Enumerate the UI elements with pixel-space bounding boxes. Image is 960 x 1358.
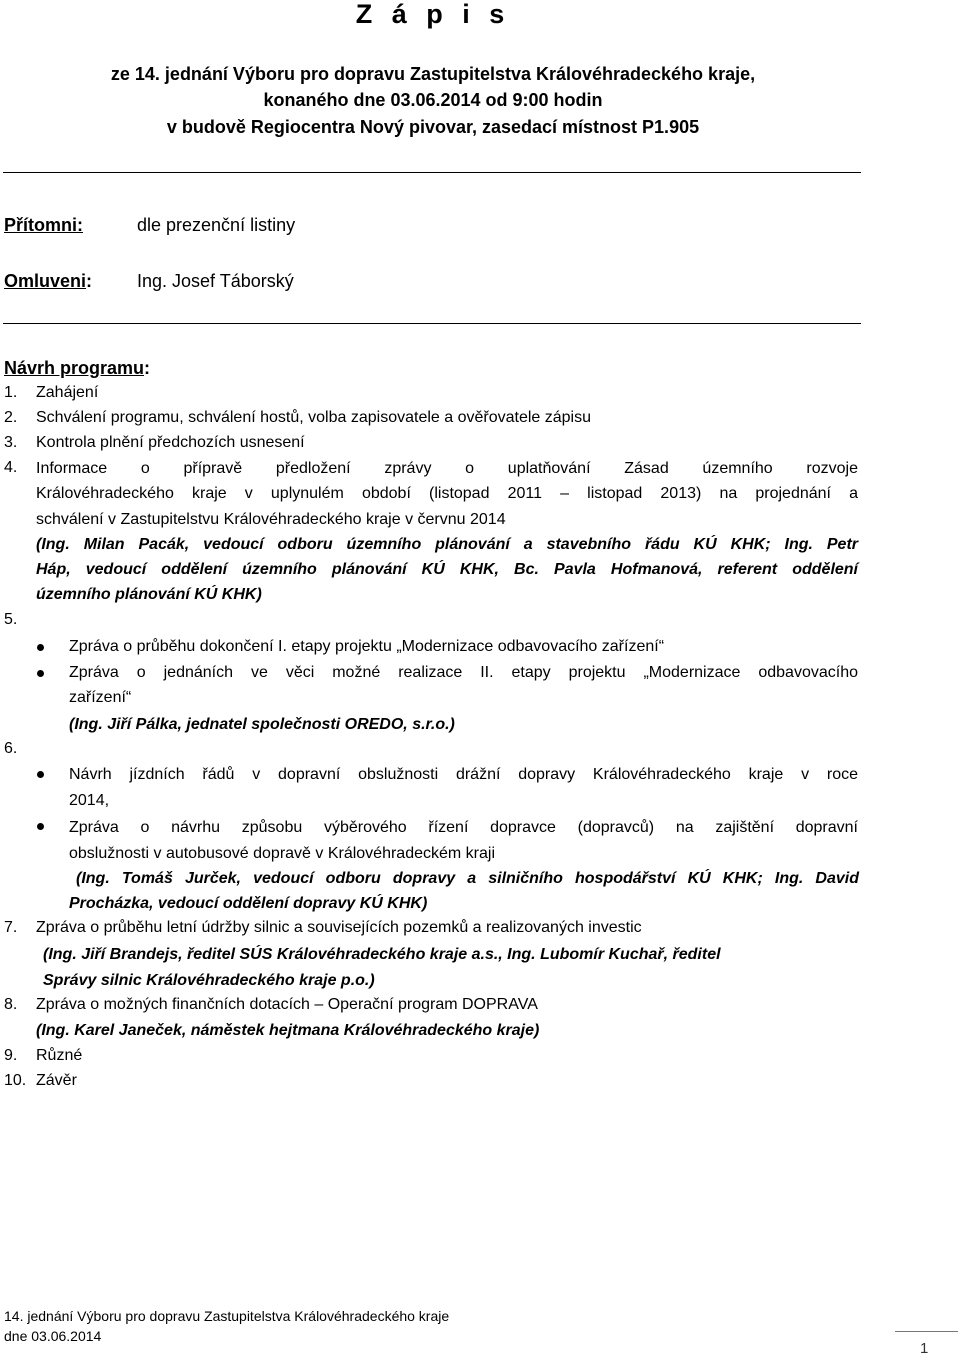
program-item-10: Závěr [36, 1072, 77, 1089]
item-8-presenter: (Ing. Karel Janeček, náměstek hejtmana Královéhradeckého kraje) [36, 1022, 540, 1039]
page-number: 1 [920, 1340, 929, 1357]
page-number-rule [895, 1331, 958, 1332]
item-5-presenter: (Ing. Jiří Pálka, jednatel společnosti OREDO, s.r.o.) [69, 716, 455, 733]
footer-date: dne 03.06.2014 [4, 1328, 102, 1344]
item-number: 1. [4, 384, 18, 401]
program-item-4-line2: Královéhradeckého kraje v uplynulém období (listopad 2011 – listopad 2013) na projednání a [36, 485, 858, 502]
item-number: 8. [4, 996, 18, 1013]
item-6-bullet-2-line2: obslužnosti v autobusové dopravě v Královéhradeckém kraji [69, 845, 496, 862]
header-divider [3, 172, 861, 173]
item-number: 5. [4, 611, 18, 628]
item-6-bullet-1-line2: 2014, [69, 792, 110, 809]
program-item-4-line1: Informace o přípravě předložení zprávy o uplatňování Zásad územního rozvoje [36, 460, 858, 477]
bullet-icon [37, 771, 44, 778]
excused-colon: : [86, 271, 93, 291]
bullet-icon [37, 670, 44, 677]
meeting-line: ze 14. jednání Výboru pro dopravu Zastupitelstva Královéhradeckého kraje, [110, 64, 756, 84]
item-number: 4. [4, 459, 18, 476]
program-item-2: Schválení programu, schválení hostů, volba zapisovatele a ověřovatele zápisu [36, 409, 591, 426]
item-6-bullet-1-line1: Návrh jízdních řádů v dopravní obslužnosti drážní dopravy Královéhradeckého kraje v roce [69, 766, 858, 783]
item-number: 6. [4, 740, 18, 757]
item-5-bullet-2-line1: Zpráva o jednáních ve věci možné realizace II. etapy projektu „Modernizace odbavovacího [69, 664, 858, 681]
program-item-4-line3: schválení v Zastupitelstvu Královéhradeckého kraje v červnu 2014 [36, 511, 506, 528]
program-heading-colon: : [144, 358, 151, 378]
item-number: 2. [4, 409, 18, 426]
item-6-presenter-line2: Procházka, vedoucí oddělení dopravy KÚ KHK) [69, 895, 428, 912]
program-item-9: Různé [36, 1047, 83, 1064]
item-number: 10. [4, 1072, 27, 1089]
item-6-bullet-2-line1: Zpráva o návrhu způsobu výběrového řízení dopravce (dopravců) na zajištění dopravní [69, 819, 858, 836]
footer-meeting: 14. jednání Výboru pro dopravu Zastupitelstva Královéhradeckého kraje [4, 1308, 450, 1324]
excused-label-wrap [4, 270, 92, 292]
program-item-7: Zpráva o průběhu letní údržby silnic a souvisejících pozemků a realizovaných investic [36, 919, 642, 936]
meeting-date-line: konaného dne 03.06.2014 od 9:00 hodin [263, 90, 603, 110]
item-number: 7. [4, 919, 18, 936]
present-label: Přítomni: [4, 215, 83, 235]
item-5-bullet-2-line2: zařízení“ [69, 689, 132, 706]
item-number: 3. [4, 434, 18, 451]
attendance-divider [3, 323, 861, 324]
program-heading-label: Návrh programu [4, 358, 145, 378]
item-7-presenter-line1: (Ing. Jiří Brandejs, ředitel SÚS Královéhradeckého kraje a.s., Ing. Lubomír Kuchař, ředitel [43, 946, 721, 963]
item-number: 9. [4, 1047, 18, 1064]
bullet-icon [37, 644, 44, 651]
item-5-bullet-1: Zpráva o průběhu dokončení I. etapy projektu „Modernizace odbavovacího zařízení“ [69, 638, 665, 655]
program-item-1: Zahájení [36, 384, 99, 401]
item-4-presenter-line2: Háp, vedoucí oddělení územního plánování KÚ KHK, Bc. Pavla Hofmanová, referent oddělení [36, 561, 858, 578]
program-item-8: Zpráva o možných finančních dotacích – Operační program DOPRAVA [36, 996, 538, 1013]
excused-label: Omluveni [4, 271, 87, 291]
item-7-presenter-line2: Správy silnic Královéhradeckého kraje p.o.) [43, 972, 375, 989]
present-value: dle prezenční listiny [137, 215, 296, 235]
program-item-3: Kontrola plnění předchozích usnesení [36, 434, 305, 451]
program-heading [4, 357, 150, 379]
excused-value: Ing. Josef Táborský [137, 271, 294, 291]
bullet-icon [37, 823, 44, 830]
item-4-presenter-line3: územního plánování KÚ KHK) [36, 586, 262, 603]
item-4-presenter-line1: (Ing. Milan Pacák, vedoucí odboru územního plánování a stavebního řádu KÚ KHK; Ing. Petr [36, 536, 858, 553]
item-6-presenter-line1: (Ing. Tomáš Jurček, vedoucí odboru dopravy a silničního hospodářství KÚ KHK; Ing. David [76, 870, 859, 887]
document-title: Z á p i s [355, 0, 511, 29]
meeting-place-line: v budově Regiocentra Nový pivovar, zasedací místnost P1.905 [166, 117, 700, 137]
